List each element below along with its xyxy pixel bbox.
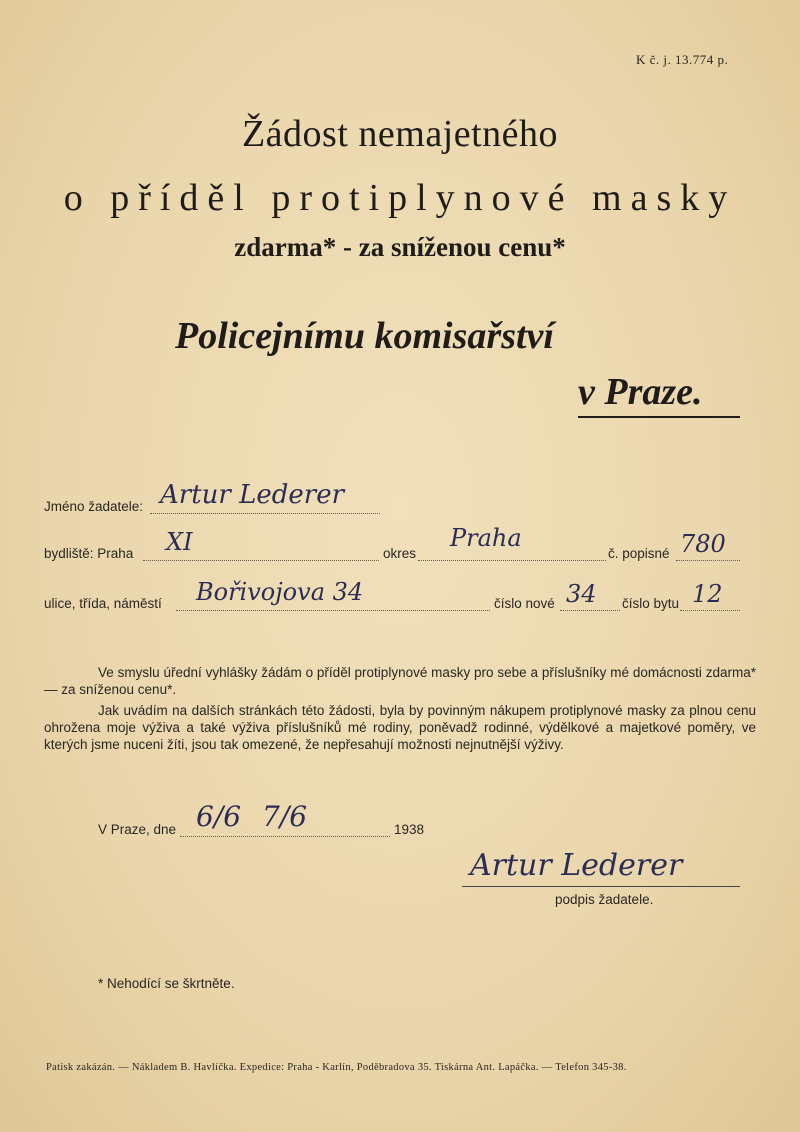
signature-caption: podpis žadatele. xyxy=(555,892,654,907)
date-line xyxy=(180,836,390,837)
number-label: číslo nové xyxy=(494,596,555,611)
residence-line xyxy=(143,560,379,561)
title-line-1: Žádost nemajetného xyxy=(241,113,559,155)
street-label: ulice, třída, náměstí xyxy=(44,596,162,611)
district-line xyxy=(418,560,606,561)
residence-label: bydliště: Praha xyxy=(44,546,134,561)
title-line-2: o příděl protiplynové masky xyxy=(63,177,737,219)
printer-footer: Patisk zakázán. — Nákladem B. Havlíčka. Expedice: Praha - Karlín, Poděbradova 35. Tiskárna Ant. Lapáčka. — Telefon 345-38. xyxy=(46,1062,627,1073)
addressee-line-2: v Praze. xyxy=(578,370,740,418)
date-year: 1938 xyxy=(394,822,425,837)
date-extra-value[interactable]: 7/6 xyxy=(262,800,308,833)
flat-label: číslo bytu xyxy=(622,596,680,611)
district-value[interactable]: Praha xyxy=(450,524,522,552)
reference-number: K č. j. 13.774 p. xyxy=(636,52,729,67)
signature-line xyxy=(462,886,740,887)
name-line xyxy=(150,513,380,514)
street-line xyxy=(176,610,490,611)
house-number-label: č. popisné xyxy=(608,546,670,561)
paragraph-request: Ve smyslu úřední vyhlášky žádám o příděl protiplynové masky pro sebe a příslušníky mé domácnosti zdarma* — za sníženou cenu*. xyxy=(44,665,756,697)
district-label: okres xyxy=(383,546,417,561)
house-number-line xyxy=(676,560,740,561)
number-value[interactable]: 34 xyxy=(566,580,597,608)
name-value[interactable]: Artur Lederer xyxy=(160,480,345,510)
title-line-3: zdarma* - za sníženou cenu* xyxy=(234,232,566,262)
date-day-value[interactable]: 6/6 xyxy=(196,800,242,833)
paragraph-justification: Jak uvádím na dalších stránkách této žádosti, byla by povinným nákupem protiplynové masky za plnou cenu ohrožena moje výživa a také výživa příslušníků mé rodiny, poněvadž rodinné, výdělkové a majetkové poměry, ve kterých jsme nuceni žíti, jsou tak omezené, že nepřesahují možnosti nejnutnější výživy. xyxy=(44,703,756,752)
flat-value[interactable]: 12 xyxy=(692,580,723,608)
place-date-label: V Praze, dne xyxy=(98,822,177,837)
street-value[interactable]: Bořivojova 34 xyxy=(196,578,364,606)
house-number-value[interactable]: 780 xyxy=(680,530,726,558)
addressee-line-1: Policejnímu komisařství xyxy=(175,315,554,357)
number-line xyxy=(560,610,620,611)
footnote: * Nehodící se škrtněte. xyxy=(98,976,235,991)
applicant-signature: Artur Lederer xyxy=(470,848,683,883)
residence-value[interactable]: XI xyxy=(166,528,193,556)
name-label: Jméno žadatele: xyxy=(44,499,144,514)
flat-line xyxy=(680,610,740,611)
